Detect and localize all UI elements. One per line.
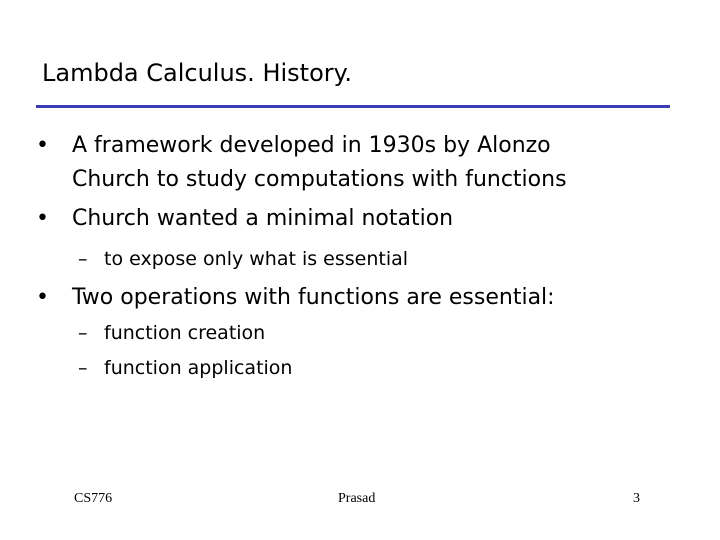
footer-author: Prasad — [338, 491, 376, 506]
bullet-dot-icon: • — [36, 206, 49, 231]
bullet-item — [36, 281, 555, 315]
title-divider — [36, 105, 670, 108]
bullet-text: Two operations with functions are essential: — [72, 285, 555, 310]
sub-bullet-item — [78, 242, 408, 276]
footer-course: CS776 — [74, 491, 113, 506]
bullet-dot-icon: • — [36, 133, 49, 158]
dash-icon: – — [78, 357, 88, 379]
bullet-text — [72, 129, 567, 197]
slide-title: Lambda Calculus. History. — [42, 59, 353, 87]
dash-icon: – — [78, 248, 88, 270]
sub-bullet-text: function creation — [104, 322, 266, 344]
sub-bullet-item — [78, 351, 292, 385]
dash-icon: – — [78, 322, 88, 344]
sub-bullet-text: function application — [104, 357, 293, 379]
bullet-item — [36, 129, 567, 197]
bullet-dot-icon: • — [36, 285, 49, 310]
sub-bullet-item — [78, 316, 265, 350]
sub-bullet-text: to expose only what is essential — [104, 248, 409, 270]
bullet-line: Church to study computations with functions — [72, 167, 567, 192]
page-number: 3 — [633, 491, 640, 506]
bullet-line: A framework developed in 1930s by Alonzo — [72, 133, 551, 158]
bullet-item — [36, 202, 453, 236]
bullet-text: Church wanted a minimal notation — [72, 206, 454, 231]
